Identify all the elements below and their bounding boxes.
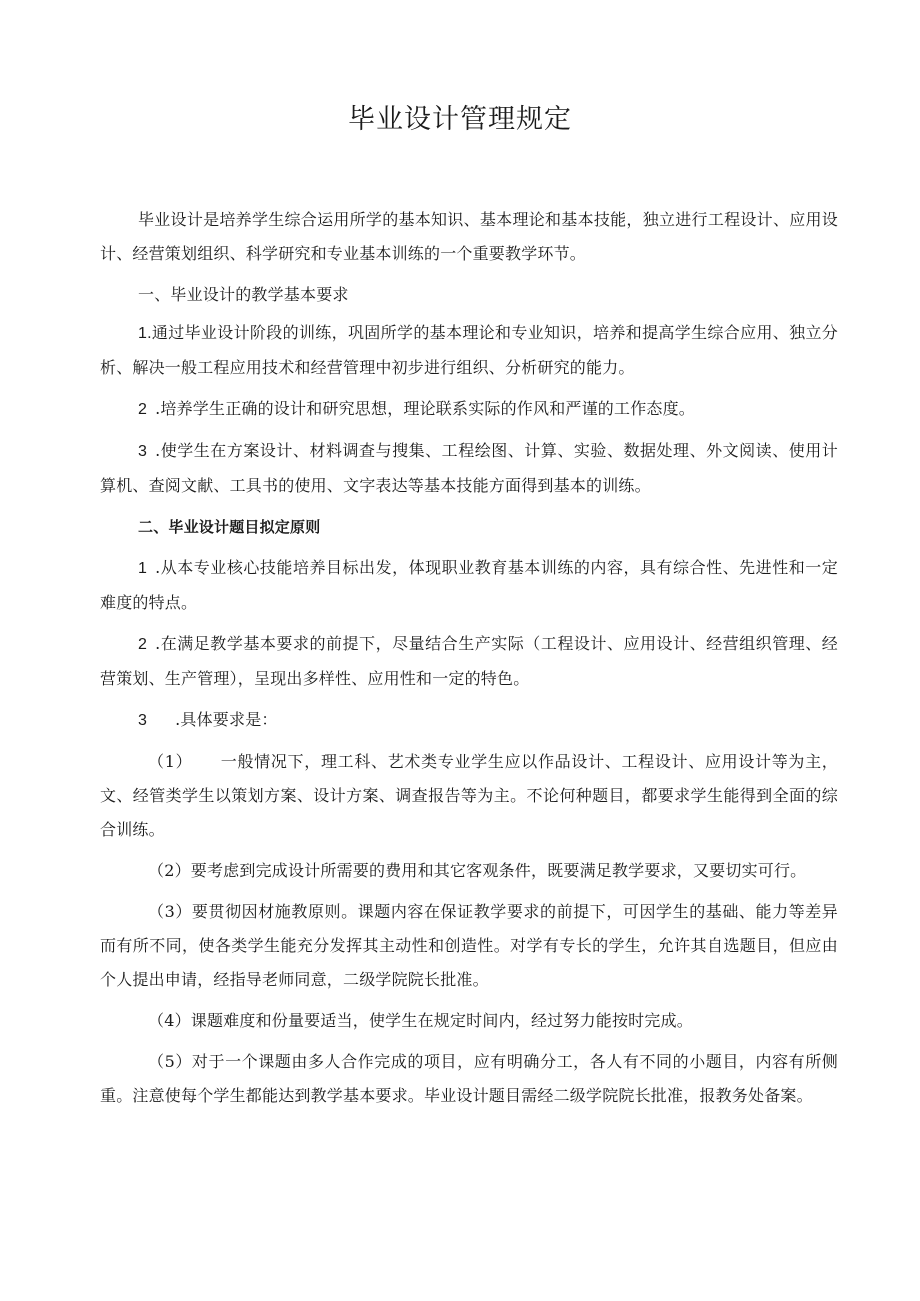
section1-item-2 (100, 392, 838, 427)
item-text: 通过毕业设计阶段的训练，巩固所学的基本理论和专业知识，培养和提高学生综合应用、独立分析、解决一般工程应用技术和经营管理中初步进行组织、分析研究的能力。 (100, 323, 838, 377)
item-number: 2 (138, 636, 148, 653)
subitem-text: 要考虑到完成设计所需要的费用和其它客观条件，既要满足教学要求，又要切实可行。 (190, 861, 807, 880)
section2-item-2 (100, 627, 838, 696)
subitem-number: （3） (148, 902, 192, 921)
item-text: .培养学生正确的设计和研究思想，理论联系实际的作风和严谨的工作态度。 (155, 399, 695, 418)
subitem-text: 要贯彻因材施教原则。课题内容在保证教学要求的前提下，可因学生的基础、能力等差异而有所不同，使各类学生能充分发挥其主动性和创造性。对学有专长的学生，允许其自选题目，但应由个人提出申请，经指导老师同意，二级学院院长批准。 (100, 902, 839, 989)
intro-paragraph: 毕业设计是培养学生综合运用所学的基本知识、基本理论和基本技能，独立进行工程设计、应用设计、经营策划组织、科学研究和专业基本训练的一个重要教学环节。 (100, 210, 838, 263)
subitem-5 (100, 1045, 838, 1113)
item-number: 1. (138, 325, 152, 342)
subitem-1 (100, 745, 838, 847)
subitem-number: （5） (148, 1052, 192, 1071)
subitem-text: 对于一个课题由多人合作完成的项目，应有明确分工，各人有不同的小题目，内容有所侧重。注意使每个学生都能达到教学基本要求。毕业设计题目需经二级学院院长批准，报教务处备案。 (100, 1052, 839, 1105)
item-text: .从本专业核心技能培养目标出发，体现职业教育基本训练的内容，具有综合性、先进性和一定难度的特点。 (100, 558, 838, 612)
section1-item-1 (100, 316, 838, 385)
item-text: .具体要求是： (175, 710, 278, 729)
item-text: .在满足教学基本要求的前提下，尽量结合生产实际（工程设计、应用设计、经营组织管理、经营策划、生产管理），呈现出多样性、应用性和一定的特色。 (100, 634, 838, 688)
subitem-text: 课题难度和份量要适当，使学生在规定时间内，经过努力能按时完成。 (190, 1011, 693, 1030)
item-number: 1 (138, 560, 148, 577)
subitem-text: 一般情况下，理工科、艺术类专业学生应以作品设计、工程设计、应用设计等为主，文、经管类学生以策划方案、设计方案、调查报告等为主。不论何种题目，都要求学生能得到全面的综合训练。 (100, 752, 839, 839)
item-number: 3 (138, 712, 148, 729)
section1-heading: 一、毕业设计的教学基本要求 (138, 285, 349, 304)
document-title: 毕业设计管理规定 (348, 104, 572, 135)
subitem-number: （2） (148, 861, 191, 880)
subitem-2 (100, 854, 838, 888)
item-number: 2 (138, 401, 148, 418)
subitem-3 (100, 895, 838, 997)
subitem-number: （4） (148, 1011, 191, 1030)
section2-item-1 (100, 551, 838, 620)
section2-heading: 二、毕业设计题目拟定原则 (138, 518, 321, 536)
subitem-number: （1） (148, 752, 193, 771)
item-number: 3 (138, 443, 148, 460)
section1-item-3 (100, 434, 838, 503)
subitem-4 (100, 1004, 838, 1038)
item-text: .使学生在方案设计、材料调查与搜集、工程绘图、计算、实验、数据处理、外文阅读、使用计算机、查阅文献、工具书的使用、文字表达等基本技能方面得到基本的训练。 (100, 441, 838, 495)
document-body (100, 203, 838, 1120)
section2-item-3 (100, 703, 838, 738)
